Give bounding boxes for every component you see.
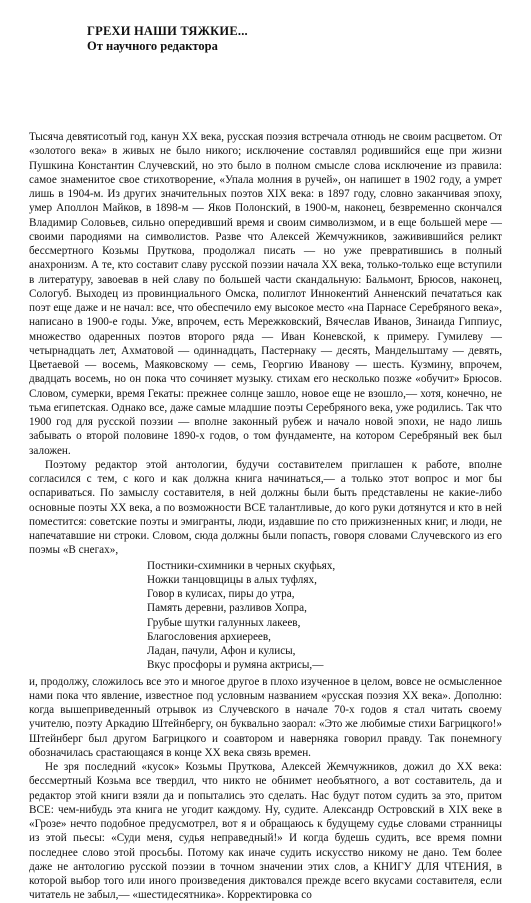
paragraph-2: Поэтому редактор этой антологии, будучи составителем приглашен к работе, вполне согласился с тем, с кого и как должна книга начинаться,— а только этот вопрос и мог бы оспариваться. По замыслу составителя, в ней должны были быть представлены не какие-либо основные поэты XX века, а по возможности ВСЕ талантливые, до кого руки дотянутся и кто в ней поместится: советские поэты и эмигранты, люди, издавшие по сто прижизненных книг, и люди, не напечатавшие ни строки. Словом, сюда должны были попасть, говоря словами Случевского из его поэмы «В снегах», xyxy=(29,458,502,557)
article-heading xyxy=(87,24,248,54)
poem-line: Благословения архиереев, xyxy=(147,630,271,643)
poem-line: Постники-схимники в черных скуфьях, xyxy=(147,559,336,572)
paragraph-final: Не зря последний «кусок» Козьмы Пруткова, Алексей Жемчужников, дожил до XX века: бессмертный Козьма все твердил, что никто не обнимет необъятного, а вот составитель, да и редактор этой книги взяли да и попытались это сделать. Нас будут потом судить за это, притом ВСЕ: чем-нибудь эта книга не угодит каждому. Ну, судите. Александр Островский в XIX веке в «Грозе» нечто подобное предусмотрел, вот я и обращаюсь к будущему судье словами странницы из этой пьесы: «Суди меня, судья неправедный!» И когда будешь судить, все время помни последнее слово этой просьбы. Потому как иначе судить искусство никому не дано. Тем более даже не антологию русской поэзии в точном значении этих слов, а КНИГУ ДЛЯ ЧТЕНИЯ, в которой выбор того или иного произведения диктовался прежде всего вкусами составителя, если читатель не забыл,— «шестидесятника». Корректировка со xyxy=(29,761,502,902)
poem-line: Ножки танцовщицы в алых туфлях, xyxy=(147,573,317,586)
poem-line: Ладан, пачули, Афон и кулисы, xyxy=(147,645,296,657)
paragraph-1: Тысяча девятисотый год, канун XX века, русская поэзия встречала отнюдь не своим расцветом. От «золотого века» в живых не было никого; исключение составлял родившийся еще при жизни Пушкина Константин Случевский, но это было в полном смысле слова исключение из правила: самое знаменитое свое стихотворение, «Упала молния в ручей», он напишет в 1902 году, а умрет лишь в 1904-м. Из других значительных поэтов XIX века: в 1897 году, словно заканчивая эпоху, умер Аполлон Майков, в 1898-м — Яков Полонский, в 1900-м, наконец, безвременно скончался Владимир Соловьев, сильно опередивший время и своим символизмом, и в еще большей мере — своими пародиями на символистов. Разве что Алексей Жемчужников, заживившийся реликт бессмертного Козьмы Пруткова, продолжал писать — но уже превратившись в полный анахронизм. А те, кто составит славу русской поэзии начала XX века, только-только еще вступили в литературу, завоевав в ней славу по большей части скандальную: Бальмонт, Брюсов, наконец, Сологуб. Выходец из провинциального Омска, полиглот Иннокентий Анненский печататься как поэт еще даже и не начал: все, что обеспечило ему высокое место «на Парнасе Серебряного века», написано в 1900-е годы. Уже, впрочем, есть Мережковский, Вячеслав Иванов, Зинаида Гиппиус, множество одаренных поэтов второго ряда — Иван Коневской, к примеру. Гумилеву — четырнадцать лет, Ахматовой — одиннадцать, Пастернаку — десять, Мандельштаму — девять, Цветаевой — восемь, Маяковскому — семь, Георгию Иванову — шесть. Кузмину, впрочем, двадцать восемь, но он пока что сочиняет музыку. стихам его несколько позже «обучит» Брюсов. Словом, сумерки, время Гекаты: прежнее солнце зашло, новое еще не взошло,— хотя, конечно, не тьма египетская. Однако все, даже самые младшие поэты Серебряного века, уже родились. Так что 1900 год для русской поэзии — вполне законный рубеж и начало новой эпохи, не надо лишь забывать о второй половине 1890-х годов, о том фундаменте, на котором Серебряный век был заложен. xyxy=(29,131,502,457)
poem-line: Говор в кулисах, пиры до утра, xyxy=(147,588,295,600)
article-subtitle: От научного редактора xyxy=(87,39,218,53)
poem-line: Грубые шутки галунных лакеев, xyxy=(147,616,301,629)
poem-line: Память деревни, разливов Хопра, xyxy=(147,602,307,615)
article-title: ГРЕХИ НАШИ ТЯЖКИЕ... xyxy=(87,24,248,38)
article-body xyxy=(29,130,502,903)
poem-line: Вкус просфоры и румяна актрисы,— xyxy=(147,659,324,672)
poem-quote xyxy=(29,559,502,673)
paragraph-after-poem: и, продолжу, сложилось все это и многое другое в плохо изученное в целом, вовсе не осмысленное нами пока что явление, известное под условным названием «русская поэзия XX века». Дополню: когда вышеприведенный отрывок из Случевского в начале 70-х годов я стал читать своему учителю, поэту Аркадию Штейнбергу, он буквально заорал: «Это же любимые стихи Багрицкого!» Штейнберг был другом Багрицкого и соавтором и наверняка говорил правду. Так понемногу обозначилась срастающаяся в конце XX века связь времен. xyxy=(29,675,502,759)
